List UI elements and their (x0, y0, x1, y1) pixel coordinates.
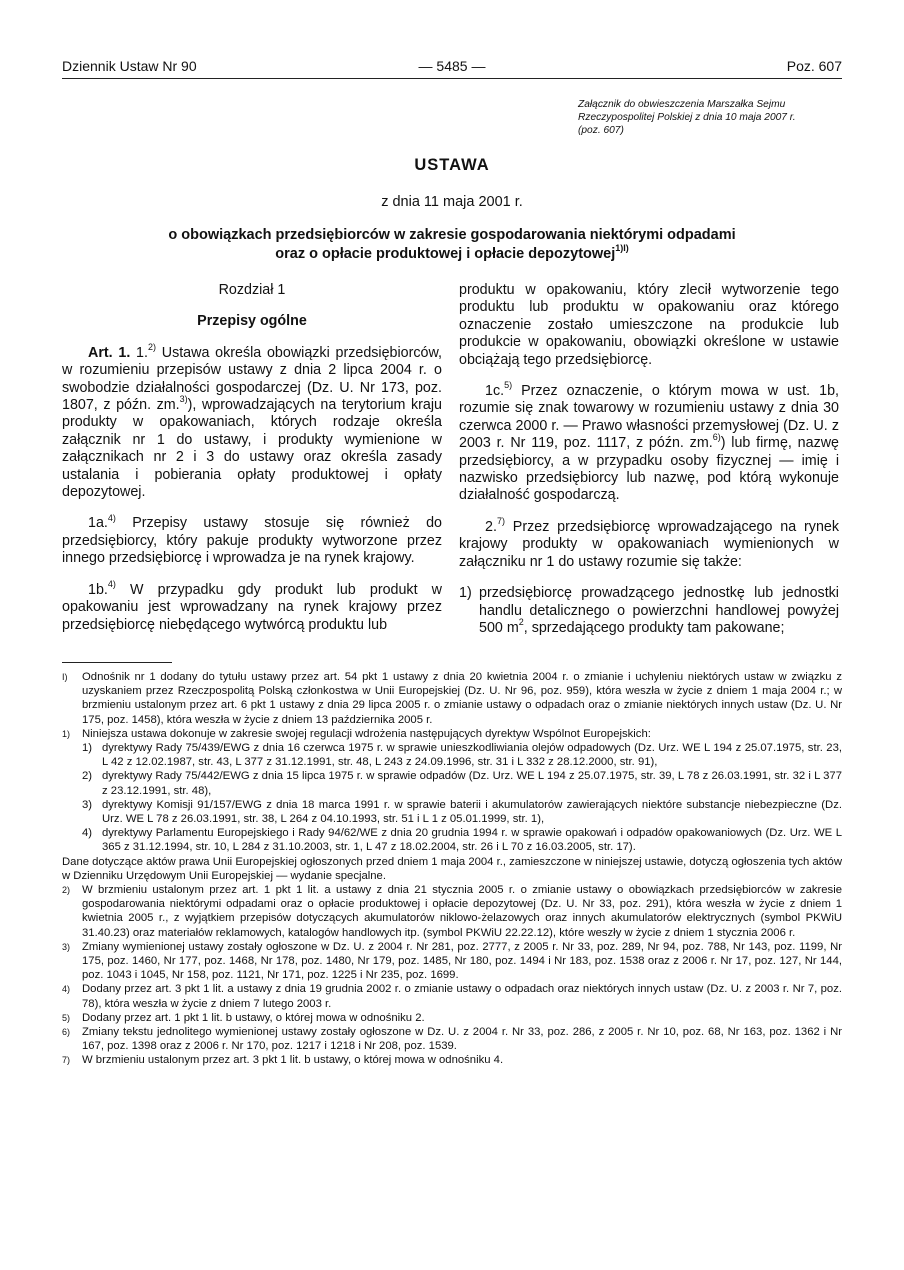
left-column (62, 282, 442, 634)
footnote-mark: I) (62, 672, 68, 682)
article-1-paragraph-1c (459, 380, 839, 505)
paragraph-number: 1c. (485, 383, 505, 400)
paragraph-text: Ustawa określa obowiązki przedsiębiorców, w rozumieniu przepisów ustawy z dnia 2 lipca 2004 r. o swobodzie działalności gospodarczej (Dz. U. Nr 173, poz. 1807, z późn. zm. (62, 344, 442, 414)
paragraph-text: Przez przedsiębiorcę wprowadzającego na rynek krajowy produkty w opakowaniach wymienionych w załączniku nr 1 do ustawy rozumie się także: (459, 518, 839, 570)
paragraph-number: 1. (136, 344, 148, 361)
paragraph-number: 1b. (88, 581, 108, 598)
paragraph-text: Przez oznaczenie, o którym mowa w ust. 1b, rozumie się znak towarowy w rozumieniu ustawy z dnia 30 czerwca 2000 r. — Prawo własności przemysłowej (Dz. U. z 2003 r. Nr 119, poz. 1117, z późn. zm. (459, 383, 839, 452)
act-date: z dnia 11 maja 2001 r. (381, 194, 523, 210)
page-number: — 5485 — (418, 58, 486, 74)
footnote-text: Dodany przez art. 1 pkt 1 lit. b ustawy, o której mowa w odnośniku 2. (82, 1011, 425, 1024)
footnote-text: W brzmieniu ustalonym przez art. 1 pkt 1 lit. a ustawy z dnia 21 stycznia 2005 r. o zmianie ustawy o obowiązkach przedsiębiorców w zakresie gospodarowania niektórymi odpadami oraz o opłacie produktowej i opłacie depozytowej (Dz. U. Nr 33, poz. 291), która weszła w życie z dniem 1 kwietnia 2005 r., z wyjątkiem przepisów dotyczących akumulatorów niklowo-żelazowych oraz innych akumulatorów elektrycznych (symbol PKWiU 31.40.23) oraz materiałów reklamowych, katalogów handlowych itp. (symbol PKWiU 22.22.12), które weszły w życie z dniem 1 stycznia 2006 r. (82, 884, 842, 939)
footnote-continuation (62, 855, 842, 883)
footnote (62, 727, 842, 855)
article-1-paragraph-1b (62, 578, 442, 634)
footnote-list-text: dyrektywy Rady 75/442/EWG z dnia 15 lipca 1975 r. w sprawie odpadów (Dz. Urz. WE L 194 z 25.07.1975, str. 39, L 78 z 26.03.1991, str. 32 i L 377 z 23.12.1991, str. 48), (102, 770, 842, 797)
footnote-mark: 2) (62, 885, 71, 896)
annex-note-line: (poz. 607) (578, 125, 624, 136)
act-subject (62, 226, 842, 264)
footnote (62, 883, 842, 940)
act-subject-line-1: o obowiązkach przedsiębiorców w zakresie gospodarowania niektórymi odpadami (168, 227, 736, 243)
paragraph-text: W przypadku gdy produkt lub produkt w opakowaniu jest wprowadzany na rynek krajowy przez przedsiębiorcę niebędącego wytwórcą produktu lub (62, 581, 442, 633)
list-item-text-part: przedsiębiorcę prowadzącego jednostkę lub jednostki handlu detalicznego o powierzchni handlowej powyżej 500 m (479, 585, 839, 636)
footnote-text: Dodany przez art. 3 pkt 1 lit. a ustawy z dnia 19 grudnia 2002 r. o zmianie ustawy o odpadach oraz niektórych innych ustaw (Dz. U. z 2003 r. Nr 7, poz. 78), która weszła w życie z dniem 7 lutego 2003 r. (82, 983, 842, 1010)
act-title: USTAWA (414, 156, 490, 174)
footnote-list-number: 1) (82, 742, 93, 755)
paragraph-text: Przepisy ustawy stosuje się również do przedsiębiorcy, który pakuje produkty wytworzone przez innego przedsiębiorcę i wprowadza je na rynek krajowy. (62, 515, 442, 567)
footnote-list-item (82, 798, 842, 826)
footnote-list-text: dyrektywy Rady 75/439/EWG z dnia 16 czerwca 1975 r. w sprawie unieszkodliwiania olejów odpadowych (Dz. Urz. WE L 194 z 25.07.1975, str. 23, L 42 z 12.02.1987, str. 43, L 377 z 31.12.1991, str. 48, L 243 z 24.09.1996, str. 31 i L 332 z 28.12.2000, str. 91), (102, 742, 842, 769)
paragraph-text: ) lub firmę, nazwę przedsiębiorcy, a w przypadku osoby fizycznej — imię i nazwisko przedsiębiorcy lub nazwę, pod którą wykonuje działalność gospodarczą. (459, 435, 839, 504)
footnote-ref: 4) (107, 578, 116, 589)
footnote-list-number: 2) (82, 770, 93, 783)
footnote-mark: 3) (62, 941, 71, 952)
footnote-ref: 2) (147, 342, 156, 353)
footnote-text: Dane dotyczące aktów prawa Unii Europejskiej ogłoszonych przed dniem 1 maja 2004 r., zamieszczone w niniejszej ustawie, dotyczą ogłoszenia tych aktów w Dzienniku Urzędowym Unii Europejskiej — wydanie specjalne. (62, 855, 842, 882)
annex-note-line: Załącznik do obwieszczenia Marszałka Sejmu (578, 99, 786, 110)
footnote-list-text: dyrektywy Komisji 91/157/EWG z dnia 18 marca 1991 r. w sprawie baterii i akumulatorów zawierających niektóre substancje niebezpieczne (Dz. Urz. WE L 78 z 26.03.1991, str. 38, L 264 z 04.10.1993, str. 51 i L 1 z 05.01.1999, str. 1), (102, 798, 842, 826)
paragraph-number: 2. (485, 518, 497, 535)
footnote (62, 940, 842, 983)
chapter-label: Rozdział 1 (218, 282, 286, 298)
annex-note-line: Rzeczypospolitej Polskiej z dnia 10 maja 2007 r. (578, 112, 796, 123)
footnote (62, 1025, 842, 1053)
footnote-mark: 7) (62, 1055, 71, 1066)
right-column (459, 282, 839, 637)
footnote-list-number: 3) (82, 798, 93, 811)
annex-note (578, 98, 848, 137)
footnote-list-number: 4) (82, 827, 93, 840)
list-item-text-part: , sprzedającego produkty tam pakowane; (523, 619, 785, 636)
footnote-ref: 7) (496, 516, 505, 527)
footnote-list-item (82, 741, 842, 769)
article-1-paragraph-2 (459, 516, 839, 571)
superscript: 2 (518, 617, 524, 628)
footnote-mark: 4) (62, 984, 71, 995)
footnote-text: Zmiany tekstu jednolitego wymienionej ustawy zostały ogłoszone w Dz. U. z 2004 r. Nr 33, poz. 286, z 2005 r. Nr 10, poz. 68, Nr 163, poz. 1362 i Nr 167, poz. 1398 oraz z 2006 r. Nr 170, poz. 1217 i 1218 i Nr 208, poz. 1539. (82, 1026, 842, 1053)
footnote-text: Odnośnik nr 1 dodany do tytułu ustawy przez art. 54 pkt 1 ustawy z dnia 20 kwietnia 2004 r. o zmianie i uchyleniu niektórych ustaw w związku z uzyskaniem przez Rzeczpospolitą Polską członkostwa w Unii Europejskiej (Dz. U. Nr 96, poz. 959), która weszła w życie z dniem 1 maja 2004 r.; w brzmieniu ustalonym przez art. 6 pkt 1 ustawy z dnia 29 lipca 2005 r. o zmianie ustawy o odpadach oraz o zmianie niektórych innych ustaw (Dz. U. Nr 175, poz. 1458), która weszła w życie z dniem 13 października 2005 r. (82, 671, 842, 726)
footnote-ref: 5) (504, 380, 513, 391)
footnote-list-item (82, 769, 842, 797)
footnote-list-item (82, 826, 842, 854)
footnote-ref: 4) (107, 512, 116, 523)
list-item-number: 1) (459, 585, 472, 602)
list-item (459, 585, 839, 637)
footnotes (62, 670, 842, 1068)
footnote (62, 1053, 842, 1067)
footnote-ref: 3) (179, 394, 188, 405)
footnote-text: Niniejsza ustawa dokonuje w zakresie swojej regulacji wdrożenia następujących dyrektyw Wspólnot Europejskich: (82, 727, 651, 740)
article-1-paragraph-1 (62, 342, 442, 502)
footnote-divider (62, 662, 172, 663)
article-label: Art. 1. (88, 344, 131, 361)
position-number: Poz. 607 (786, 58, 842, 74)
paragraph-number: 1a. (88, 515, 108, 532)
footnote-ref: 6) (712, 432, 721, 443)
article-1-paragraph-1a (62, 512, 442, 567)
footnote-ref: 1)I) (615, 243, 629, 254)
page-header (62, 58, 842, 79)
act-subject-line-2 (62, 245, 842, 264)
chapter-title: Przepisy ogólne (197, 313, 307, 330)
footnote-mark: 6) (62, 1027, 71, 1038)
footnote (62, 1011, 842, 1025)
footnote-text: Zmiany wymienionej ustawy zostały ogłoszone w Dz. U. z 2004 r. Nr 281, poz. 2777, z 2005 r. Nr 33, poz. 289, Nr 94, poz. 788, Nr 143, poz. 1199, Nr 175, poz. 1460, Nr 177, poz. 1468, Nr 178, poz. 1480, Nr 179, poz. 1485, Nr 180, poz. 1494 i Nr 183, poz. 1538 oraz z 2006 r. Nr 17, poz. 127, Nr 144, poz. 1043 i 1045, Nr 158, poz. 1121, Nr 171, poz. 1225 i Nr 235, poz. 1699. (82, 940, 842, 982)
paragraph-text: ), wprowadzających na terytorium kraju produkty w opakowaniach, których rodzaje określa załącznik nr 1 do ustawy, i produkty wymienione w załącznikach nr 2 i 3 do ustawy oraz określa zasady ustalania i pobierania opłaty produktowej i opłaty depozytowej. (62, 397, 442, 501)
footnote (62, 670, 842, 727)
footnote (62, 982, 842, 1010)
footnote-body (82, 727, 842, 855)
footnote-mark: 5) (62, 1012, 71, 1023)
footnote-text: W brzmieniu ustalonym przez art. 3 pkt 1 lit. b ustawy, o której mowa w odnośniku 4. (82, 1054, 504, 1067)
list-item-text (479, 585, 839, 637)
footnote-mark: 1) (62, 728, 71, 739)
footnote-list-text: dyrektywy Parlamentu Europejskiego i Rady 94/62/WE z dnia 20 grudnia 1994 r. w sprawie opakowań i odpadów opakowaniowych (Dz. Urz. WE L 365 z 31.12.1994, str. 10, L 284 z 31.10.2003, str. 1, L 47 z 18.02.2004, str. 26 i L 70 z 16.03.2005, str. 17). (102, 827, 842, 854)
paragraph-1b-continuation: produktu w opakowaniu, który zlecił wytworzenie tego produktu lub produktu w opakowaniu oraz którego oznaczenie zostało umieszczone na produkcie lub produkcie w opakowaniu, obowiązki określone w ustawie obciążają tego przedsiębiorcę. (459, 282, 839, 368)
act-subject-line-2-text: oraz o opłacie produktowej i opłacie depozytowej (275, 246, 616, 262)
journal-name: Dziennik Ustaw Nr 90 (62, 58, 197, 74)
